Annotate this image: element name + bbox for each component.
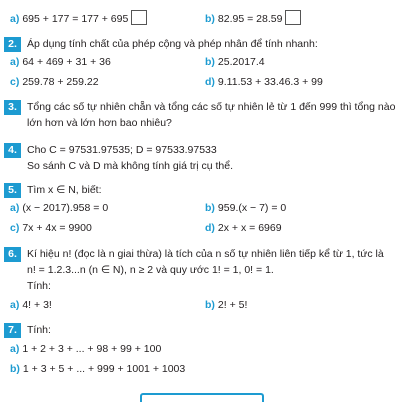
ex5-item-d bbox=[205, 222, 282, 235]
ex1-item-b bbox=[205, 10, 301, 26]
item-text: 2x + x = 6969 bbox=[217, 222, 282, 234]
exercise-prompt: Áp dụng tính chất của phép cộng và phép nhân để tính nhanh: bbox=[27, 38, 318, 50]
item-label: b) bbox=[205, 202, 215, 214]
item-label: c) bbox=[10, 222, 20, 234]
item-text: 259.78 + 259.22 bbox=[22, 76, 99, 88]
exercise-prompt: Tìm x ∈ N, biết: bbox=[27, 184, 102, 196]
item-label: a) bbox=[10, 13, 20, 25]
ex2-item-a bbox=[10, 56, 111, 69]
answer-box[interactable] bbox=[285, 10, 301, 25]
ex5-item-c bbox=[10, 222, 92, 235]
item-text: 64 + 469 + 31 + 36 bbox=[22, 56, 111, 68]
exercise-text-line: lớn hơn và lớn hơn bao nhiêu? bbox=[27, 117, 172, 129]
item-text: 959.(x − 7) = 0 bbox=[217, 202, 287, 214]
exercise-prompt: Tính: bbox=[27, 324, 51, 336]
ex7-item-a bbox=[10, 343, 161, 356]
ex2-item-c bbox=[10, 76, 99, 89]
item-label: b) bbox=[205, 56, 215, 68]
item-label: d) bbox=[205, 76, 215, 88]
item-label: a) bbox=[10, 202, 20, 214]
ex7-item-b bbox=[10, 363, 185, 376]
exercise-number: 7. bbox=[4, 323, 21, 338]
ex5-item-b bbox=[205, 202, 286, 215]
item-label: d) bbox=[205, 222, 215, 234]
ex2-item-b bbox=[205, 56, 265, 69]
exercise-text-line: Kí hiệu n! (đọc là n giai thừa) là tích của n số tự nhiên liên tiếp kể từ 1, tức là bbox=[27, 248, 384, 260]
exercise-text-line: So sánh C và D mà không tính giá trị cụ thể. bbox=[27, 160, 234, 172]
ex1-item-a bbox=[10, 10, 147, 26]
item-text: 9.11.53 + 33.46.3 + 99 bbox=[217, 76, 323, 88]
item-label: a) bbox=[10, 56, 20, 68]
item-label: b) bbox=[10, 363, 20, 375]
page-footer-decoration bbox=[140, 393, 264, 402]
item-label: a) bbox=[10, 299, 20, 311]
item-text: 7x + 4x = 9900 bbox=[22, 222, 92, 234]
item-text: 1 + 2 + 3 + ... + 98 + 99 + 100 bbox=[22, 343, 162, 355]
exercise-text-line: Tính: bbox=[27, 280, 51, 292]
item-text: 82.95 = 28.59 bbox=[217, 13, 283, 25]
item-text: 695 + 177 = 177 + 695 bbox=[22, 13, 129, 25]
ex2-item-d bbox=[205, 76, 323, 89]
exercise-text-line: Cho C = 97531.97535; D = 97533.97533 bbox=[27, 144, 217, 156]
ex6-item-a bbox=[10, 299, 52, 312]
item-text: 1 + 3 + 5 + ... + 999 + 1001 + 1003 bbox=[22, 363, 186, 375]
exercise-number: 5. bbox=[4, 183, 21, 198]
exercise-text-line: Tổng các số tự nhiên chẵn và tổng các số tự nhiên lẻ từ 1 đến 999 thì tổng nào bbox=[27, 101, 396, 113]
exercise-number: 2. bbox=[4, 37, 21, 52]
ex5-item-a bbox=[10, 202, 108, 215]
item-label: a) bbox=[10, 343, 20, 355]
item-label: b) bbox=[205, 299, 215, 311]
item-text: 4! + 3! bbox=[22, 299, 52, 311]
exercise-number: 6. bbox=[4, 247, 21, 262]
exercise-text-line: n! = 1.2.3...n (n ∈ N), n ≥ 2 và quy ước 1! = 1, 0! = 1. bbox=[27, 264, 274, 276]
exercise-number: 3. bbox=[4, 100, 21, 115]
item-text: (x − 2017).958 = 0 bbox=[22, 202, 109, 214]
item-text: 2! + 5! bbox=[217, 299, 248, 311]
item-text: 25.2017.4 bbox=[217, 56, 265, 68]
answer-box[interactable] bbox=[131, 10, 147, 25]
exercise-number: 4. bbox=[4, 143, 21, 158]
item-label: b) bbox=[205, 13, 215, 25]
item-label: c) bbox=[10, 76, 20, 88]
ex6-item-b bbox=[205, 299, 247, 312]
